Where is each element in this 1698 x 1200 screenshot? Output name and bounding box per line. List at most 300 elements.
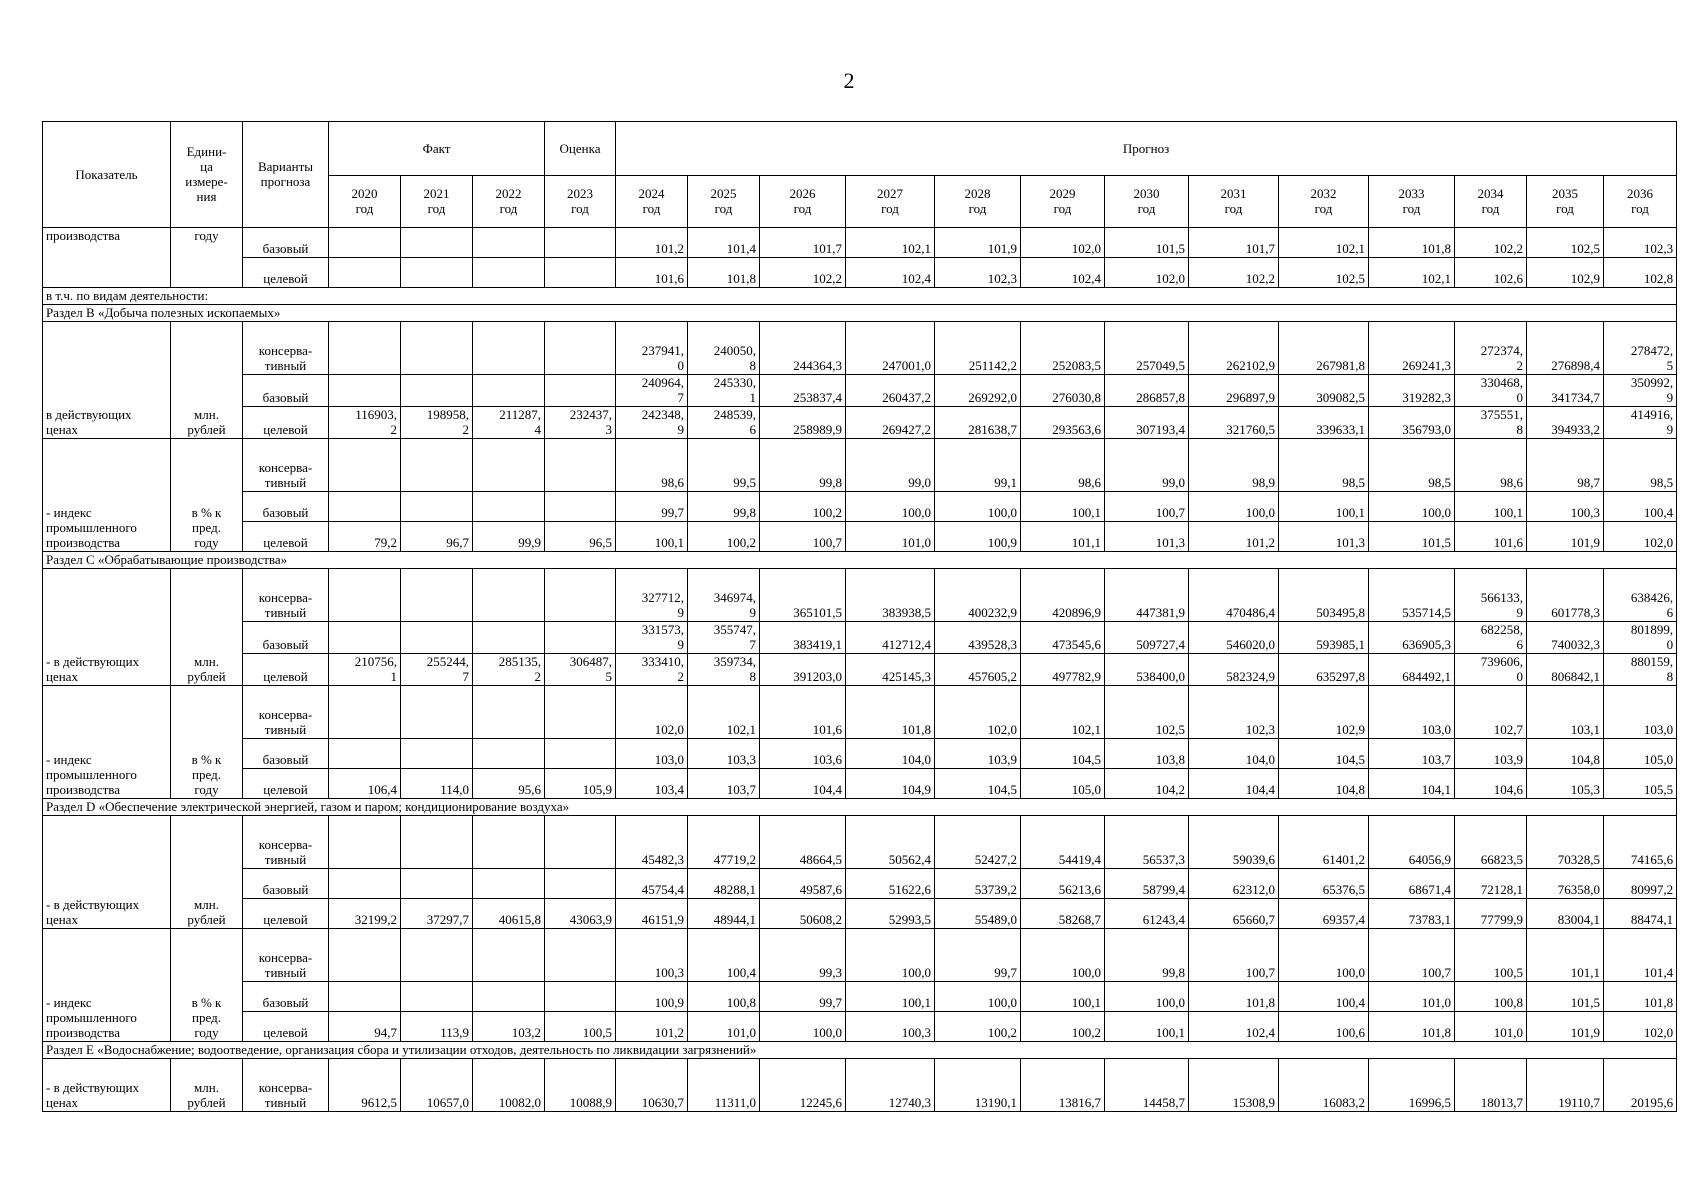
value-cell: 11311,0: [688, 1059, 760, 1112]
value-cell: [401, 228, 473, 258]
value-cell: [545, 258, 616, 288]
value-cell: 211287, 4: [473, 407, 545, 439]
value-cell: 269427,2: [846, 407, 935, 439]
value-cell: 104,4: [1189, 769, 1279, 799]
value-cell: 272374, 2: [1455, 322, 1527, 375]
value-cell: 100,4: [688, 929, 760, 982]
value-cell: 105,5: [1604, 769, 1677, 799]
value-cell: 101,0: [688, 1012, 760, 1042]
value-cell: 100,0: [846, 929, 935, 982]
value-cell: 635297,8: [1279, 654, 1369, 686]
value-cell: 102,4: [846, 258, 935, 288]
variant-cell: базовый: [243, 739, 329, 769]
value-cell: 101,7: [1189, 228, 1279, 258]
value-cell: 307193,4: [1105, 407, 1189, 439]
value-cell: 100,5: [1455, 929, 1527, 982]
value-cell: 420896,9: [1021, 569, 1105, 622]
value-cell: 99,8: [1105, 929, 1189, 982]
value-cell: 286857,8: [1105, 375, 1189, 407]
indicator-cell: - индекс промышленного производства: [43, 686, 171, 799]
value-cell: 101,0: [1455, 1012, 1527, 1042]
value-cell: 61243,4: [1105, 899, 1189, 929]
value-cell: 102,3: [1189, 686, 1279, 739]
value-cell: [473, 929, 545, 982]
value-cell: 104,0: [1189, 739, 1279, 769]
value-cell: 99,0: [846, 439, 935, 492]
value-cell: 457605,2: [935, 654, 1021, 686]
value-cell: [329, 228, 401, 258]
value-cell: 48288,1: [688, 869, 760, 899]
header-year: 2020 год: [329, 176, 401, 228]
value-cell: 100,5: [545, 1012, 616, 1042]
value-cell: 102,3: [1604, 228, 1677, 258]
value-cell: 100,0: [760, 1012, 846, 1042]
value-cell: 102,1: [688, 686, 760, 739]
value-cell: [473, 439, 545, 492]
value-cell: 319282,3: [1369, 375, 1455, 407]
value-cell: 100,3: [846, 1012, 935, 1042]
value-cell: 198958, 2: [401, 407, 473, 439]
value-cell: [473, 816, 545, 869]
value-cell: 103,6: [760, 739, 846, 769]
value-cell: [401, 816, 473, 869]
variant-cell: целевой: [243, 258, 329, 288]
value-cell: 365101,5: [760, 569, 846, 622]
value-cell: 101,9: [935, 228, 1021, 258]
value-cell: 101,8: [688, 258, 760, 288]
value-cell: [401, 982, 473, 1012]
value-cell: 98,9: [1189, 439, 1279, 492]
value-cell: 100,2: [1021, 1012, 1105, 1042]
value-cell: 100,0: [935, 982, 1021, 1012]
variant-cell: целевой: [243, 654, 329, 686]
table-row: [43, 407, 1677, 439]
value-cell: 101,6: [616, 258, 688, 288]
value-cell: 99,3: [760, 929, 846, 982]
value-cell: 682258, 6: [1455, 622, 1527, 654]
value-cell: [545, 228, 616, 258]
value-cell: 101,8: [846, 686, 935, 739]
value-cell: 100,1: [1455, 492, 1527, 522]
variant-cell: целевой: [243, 899, 329, 929]
value-cell: 101,2: [616, 228, 688, 258]
value-cell: [473, 375, 545, 407]
value-cell: 98,5: [1279, 439, 1369, 492]
value-cell: 13816,7: [1021, 1059, 1105, 1112]
value-cell: 10657,0: [401, 1059, 473, 1112]
value-cell: 116903, 2: [329, 407, 401, 439]
value-cell: [545, 929, 616, 982]
value-cell: 99,8: [760, 439, 846, 492]
value-cell: [329, 686, 401, 739]
value-cell: 10630,7: [616, 1059, 688, 1112]
value-cell: 391203,0: [760, 654, 846, 686]
header-fact: Факт: [329, 122, 545, 176]
value-cell: 101,8: [1369, 228, 1455, 258]
value-cell: 740032,3: [1527, 622, 1604, 654]
value-cell: 509727,4: [1105, 622, 1189, 654]
value-cell: 114,0: [401, 769, 473, 799]
value-cell: 10082,0: [473, 1059, 545, 1112]
value-cell: 99,7: [935, 929, 1021, 982]
value-cell: [473, 569, 545, 622]
header-year: 2027 год: [846, 176, 935, 228]
section-title: в т.ч. по видам деятельности:: [43, 288, 1677, 305]
variant-cell: целевой: [243, 769, 329, 799]
value-cell: 101,7: [760, 228, 846, 258]
value-cell: 400232,9: [935, 569, 1021, 622]
indicator-cell: в действующих ценах: [43, 322, 171, 439]
section-row: [43, 799, 1677, 816]
header-year: 2025 год: [688, 176, 760, 228]
unit-cell: в % к пред. году: [171, 929, 243, 1042]
indicator-cell: - в действующих ценах: [43, 816, 171, 929]
value-cell: 98,7: [1527, 439, 1604, 492]
header-estimate: Оценка: [545, 122, 616, 176]
variant-cell: консерва- тивный: [243, 439, 329, 492]
header-year: 2030 год: [1105, 176, 1189, 228]
value-cell: 54419,4: [1021, 816, 1105, 869]
header-year: 2032 год: [1279, 176, 1369, 228]
value-cell: 79,2: [329, 522, 401, 552]
value-cell: 101,5: [1369, 522, 1455, 552]
header-year: 2029 год: [1021, 176, 1105, 228]
value-cell: 99,7: [760, 982, 846, 1012]
value-cell: 535714,5: [1369, 569, 1455, 622]
header-year: 2034 год: [1455, 176, 1527, 228]
value-cell: 240050, 8: [688, 322, 760, 375]
value-cell: 331573, 9: [616, 622, 688, 654]
value-cell: 232437, 3: [545, 407, 616, 439]
value-cell: 582324,9: [1189, 654, 1279, 686]
value-cell: 425145,3: [846, 654, 935, 686]
value-cell: 330468, 0: [1455, 375, 1527, 407]
value-cell: [329, 569, 401, 622]
value-cell: 100,1: [1279, 492, 1369, 522]
value-cell: 45482,3: [616, 816, 688, 869]
value-cell: 100,0: [1369, 492, 1455, 522]
header-year: 2031 год: [1189, 176, 1279, 228]
variant-cell: базовый: [243, 869, 329, 899]
value-cell: 880159, 8: [1604, 654, 1677, 686]
header-year: 2022 год: [473, 176, 545, 228]
value-cell: [329, 869, 401, 899]
value-cell: 566133, 9: [1455, 569, 1527, 622]
value-cell: [401, 439, 473, 492]
value-cell: [545, 622, 616, 654]
table-row: [43, 769, 1677, 799]
value-cell: 339633,1: [1279, 407, 1369, 439]
table-row: [43, 622, 1677, 654]
value-cell: 267981,8: [1279, 322, 1369, 375]
variant-cell: целевой: [243, 1012, 329, 1042]
value-cell: 593985,1: [1279, 622, 1369, 654]
table-row: [43, 869, 1677, 899]
value-cell: [329, 622, 401, 654]
table-row: [43, 492, 1677, 522]
value-cell: 100,9: [935, 522, 1021, 552]
value-cell: 104,5: [1021, 739, 1105, 769]
indicator-cell: - в действующих ценах: [43, 569, 171, 686]
variant-cell: базовый: [243, 492, 329, 522]
value-cell: 359734, 8: [688, 654, 760, 686]
value-cell: 100,7: [760, 522, 846, 552]
value-cell: 52427,2: [935, 816, 1021, 869]
value-cell: [329, 375, 401, 407]
value-cell: 48944,1: [688, 899, 760, 929]
value-cell: 100,1: [1021, 982, 1105, 1012]
value-cell: 253837,4: [760, 375, 846, 407]
value-cell: 98,6: [1021, 439, 1105, 492]
value-cell: 104,8: [1527, 739, 1604, 769]
value-cell: 13190,1: [935, 1059, 1021, 1112]
value-cell: 103,0: [1369, 686, 1455, 739]
value-cell: 53739,2: [935, 869, 1021, 899]
table-row: [43, 899, 1677, 929]
value-cell: 262102,9: [1189, 322, 1279, 375]
value-cell: 12740,3: [846, 1059, 935, 1112]
table-row: [43, 228, 1677, 258]
unit-cell: млн. рублей: [171, 569, 243, 686]
value-cell: 98,6: [1455, 439, 1527, 492]
table-row: [43, 816, 1677, 869]
value-cell: 101,3: [1279, 522, 1369, 552]
value-cell: 70328,5: [1527, 816, 1604, 869]
value-cell: 100,1: [846, 982, 935, 1012]
value-cell: 309082,5: [1279, 375, 1369, 407]
value-cell: 102,3: [935, 258, 1021, 288]
value-cell: [545, 816, 616, 869]
value-cell: [329, 322, 401, 375]
value-cell: 638426, 6: [1604, 569, 1677, 622]
value-cell: 113,9: [401, 1012, 473, 1042]
value-cell: 103,4: [616, 769, 688, 799]
section-title: Раздел В «Добыча полезных ископаемых»: [43, 305, 1677, 322]
value-cell: [545, 439, 616, 492]
value-cell: 105,0: [1021, 769, 1105, 799]
value-cell: 100,2: [688, 522, 760, 552]
value-cell: 100,3: [616, 929, 688, 982]
header-unit: Едини- ца измере- ния: [171, 122, 243, 228]
table-row: [43, 569, 1677, 622]
value-cell: 106,4: [329, 769, 401, 799]
value-cell: [401, 375, 473, 407]
value-cell: 276030,8: [1021, 375, 1105, 407]
value-cell: 102,0: [1604, 522, 1677, 552]
value-cell: 100,0: [1105, 982, 1189, 1012]
value-cell: 327712, 9: [616, 569, 688, 622]
value-cell: [401, 739, 473, 769]
value-cell: 355747, 7: [688, 622, 760, 654]
value-cell: 538400,0: [1105, 654, 1189, 686]
value-cell: [473, 258, 545, 288]
unit-cell: млн. рублей: [171, 1059, 243, 1112]
value-cell: 105,3: [1527, 769, 1604, 799]
value-cell: [401, 322, 473, 375]
value-cell: 101,9: [1527, 522, 1604, 552]
value-cell: 100,0: [1189, 492, 1279, 522]
value-cell: 244364,3: [760, 322, 846, 375]
header-year: 2021 год: [401, 176, 473, 228]
value-cell: 100,7: [1105, 492, 1189, 522]
value-cell: [545, 569, 616, 622]
value-cell: 101,5: [1105, 228, 1189, 258]
value-cell: 103,7: [688, 769, 760, 799]
value-cell: 102,1: [1279, 228, 1369, 258]
value-cell: 350992, 9: [1604, 375, 1677, 407]
value-cell: 52993,5: [846, 899, 935, 929]
value-cell: 72128,1: [1455, 869, 1527, 899]
value-cell: 96,7: [401, 522, 473, 552]
value-cell: 104,4: [760, 769, 846, 799]
value-cell: 240964, 7: [616, 375, 688, 407]
value-cell: 104,2: [1105, 769, 1189, 799]
value-cell: 546020,0: [1189, 622, 1279, 654]
value-cell: 65660,7: [1189, 899, 1279, 929]
value-cell: 255244, 7: [401, 654, 473, 686]
value-cell: 56213,6: [1021, 869, 1105, 899]
unit-cell: в % к пред. году: [171, 439, 243, 552]
value-cell: 104,5: [935, 769, 1021, 799]
value-cell: 40615,8: [473, 899, 545, 929]
section-title: Раздел D «Обеспечение электрической энергией, газом и паром; кондиционирование воздуха»: [43, 799, 1677, 816]
variant-cell: консерва- тивный: [243, 322, 329, 375]
value-cell: 100,0: [1279, 929, 1369, 982]
value-cell: 48664,5: [760, 816, 846, 869]
value-cell: 88474,1: [1604, 899, 1677, 929]
value-cell: 50608,2: [760, 899, 846, 929]
value-cell: 210756, 1: [329, 654, 401, 686]
table-row: [43, 439, 1677, 492]
header-year: 2026 год: [760, 176, 846, 228]
variant-cell: базовый: [243, 375, 329, 407]
value-cell: 103,2: [473, 1012, 545, 1042]
value-cell: 101,8: [1189, 982, 1279, 1012]
value-cell: 100,4: [1279, 982, 1369, 1012]
value-cell: 101,0: [1369, 982, 1455, 1012]
value-cell: 341734,7: [1527, 375, 1604, 407]
table-row: [43, 929, 1677, 982]
value-cell: 102,0: [1604, 1012, 1677, 1042]
value-cell: 99,8: [688, 492, 760, 522]
table-row: [43, 686, 1677, 739]
value-cell: [545, 739, 616, 769]
value-cell: [401, 869, 473, 899]
indicator-cell: - индекс промышленного производства: [43, 439, 171, 552]
value-cell: 83004,1: [1527, 899, 1604, 929]
value-cell: [545, 375, 616, 407]
value-cell: 414916, 9: [1604, 407, 1677, 439]
value-cell: 100,6: [1279, 1012, 1369, 1042]
value-cell: 101,3: [1105, 522, 1189, 552]
value-cell: 100,7: [1369, 929, 1455, 982]
value-cell: 383938,5: [846, 569, 935, 622]
value-cell: 99,5: [688, 439, 760, 492]
variant-cell: базовый: [243, 982, 329, 1012]
value-cell: 321760,5: [1189, 407, 1279, 439]
value-cell: 296897,9: [1189, 375, 1279, 407]
forecast-table: [42, 121, 1677, 1112]
value-cell: [545, 322, 616, 375]
value-cell: 100,2: [935, 1012, 1021, 1042]
value-cell: 806842,1: [1527, 654, 1604, 686]
unit-cell: млн. рублей: [171, 322, 243, 439]
value-cell: 69357,4: [1279, 899, 1369, 929]
value-cell: 101,8: [1369, 1012, 1455, 1042]
value-cell: 101,4: [688, 228, 760, 258]
header-forecast: Прогноз: [616, 122, 1677, 176]
table-row: [43, 1059, 1677, 1112]
value-cell: [401, 622, 473, 654]
variant-cell: целевой: [243, 522, 329, 552]
value-cell: 102,5: [1527, 228, 1604, 258]
value-cell: 103,1: [1527, 686, 1604, 739]
value-cell: 103,9: [1455, 739, 1527, 769]
value-cell: 15308,9: [1189, 1059, 1279, 1112]
value-cell: 101,0: [846, 522, 935, 552]
value-cell: 102,0: [1105, 258, 1189, 288]
value-cell: 102,2: [1189, 258, 1279, 288]
value-cell: 99,1: [935, 439, 1021, 492]
value-cell: 242348, 9: [616, 407, 688, 439]
value-cell: 65376,5: [1279, 869, 1369, 899]
value-cell: 100,1: [616, 522, 688, 552]
section-title: Раздел Е «Водоснабжение; водоотведение, организация сбора и утилизации отходов, деятельность по ликвидации загрязнений»: [43, 1042, 1677, 1059]
value-cell: 102,1: [1369, 258, 1455, 288]
value-cell: 18013,7: [1455, 1059, 1527, 1112]
value-cell: 102,2: [760, 258, 846, 288]
value-cell: 102,5: [1105, 686, 1189, 739]
value-cell: 49587,6: [760, 869, 846, 899]
value-cell: 281638,7: [935, 407, 1021, 439]
value-cell: 306487, 5: [545, 654, 616, 686]
value-cell: 94,7: [329, 1012, 401, 1042]
value-cell: 636905,3: [1369, 622, 1455, 654]
value-cell: 601778,3: [1527, 569, 1604, 622]
value-cell: 32199,2: [329, 899, 401, 929]
value-cell: 100,0: [1021, 929, 1105, 982]
value-cell: 100,2: [760, 492, 846, 522]
variant-cell: консерва- тивный: [243, 816, 329, 869]
value-cell: 59039,6: [1189, 816, 1279, 869]
value-cell: 47719,2: [688, 816, 760, 869]
unit-cell: млн. рублей: [171, 816, 243, 929]
value-cell: 100,9: [616, 982, 688, 1012]
header-indicator: Показатель: [43, 122, 171, 228]
variant-cell: консерва- тивный: [243, 929, 329, 982]
value-cell: 80997,2: [1604, 869, 1677, 899]
value-cell: 248539, 6: [688, 407, 760, 439]
value-cell: 37297,7: [401, 899, 473, 929]
value-cell: 100,7: [1189, 929, 1279, 982]
value-cell: 104,1: [1369, 769, 1455, 799]
value-cell: [473, 869, 545, 899]
header-year: 2033 год: [1369, 176, 1455, 228]
value-cell: 14458,7: [1105, 1059, 1189, 1112]
value-cell: [473, 622, 545, 654]
value-cell: 98,6: [616, 439, 688, 492]
value-cell: 104,8: [1279, 769, 1369, 799]
value-cell: 12245,6: [760, 1059, 846, 1112]
value-cell: 104,5: [1279, 739, 1369, 769]
section-row: [43, 552, 1677, 569]
table-row: [43, 258, 1677, 288]
value-cell: [401, 569, 473, 622]
value-cell: [329, 739, 401, 769]
value-cell: 497782,9: [1021, 654, 1105, 686]
value-cell: 103,8: [1105, 739, 1189, 769]
value-cell: 439528,3: [935, 622, 1021, 654]
